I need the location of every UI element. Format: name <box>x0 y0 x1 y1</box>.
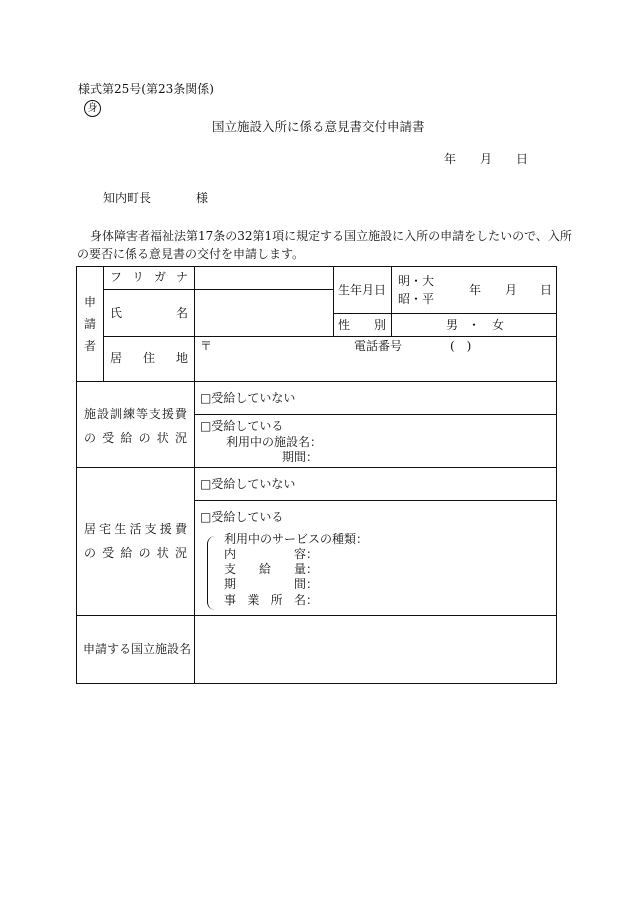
office-label: 事 業 所 名： <box>224 593 318 607</box>
date-day: 日 <box>516 152 529 166</box>
home-support-label-line2: の 受 給 の 状 況 <box>84 546 187 560</box>
sex-female-option[interactable]: 女 <box>492 318 505 332</box>
requested-facility-input[interactable] <box>198 619 552 679</box>
era-options-1[interactable]: 明・大 <box>398 274 435 288</box>
furigana-input[interactable] <box>198 270 330 286</box>
phone-parens: ( ) <box>450 339 472 353</box>
details-bracket <box>207 536 216 610</box>
facility-support-label-line2: の 受 給 の 状 況 <box>84 431 187 445</box>
applicant-section-label: 申 請 者 <box>84 295 97 353</box>
era-options-2[interactable]: 昭・平 <box>398 292 435 306</box>
sex-separator: ・ <box>468 318 481 332</box>
content-label: 内 容： <box>224 547 318 561</box>
sex-male-option[interactable]: 男 <box>446 318 459 332</box>
sex-label: 性 別 <box>338 318 386 332</box>
name-input[interactable] <box>198 293 330 333</box>
intro-line-2: の要否に係る意見書の交付を申請します。 <box>77 247 305 261</box>
facility-support-label-line1: 施 設 訓 練 等 支 援 費 <box>84 407 187 421</box>
form-number: 様式第25号(第23条関係) <box>78 82 214 96</box>
facility-name-label: 利用中の施設名： <box>226 435 323 449</box>
facility-period-label: 期間： <box>282 450 319 464</box>
address-label: 居 住 地 <box>110 351 188 365</box>
home-support-label-line1: 居 宅 生 活 支 援 費 <box>84 522 187 536</box>
amount-label: 支 給 量： <box>224 562 318 576</box>
home-receiving-checkbox[interactable]: □受給している <box>200 510 284 524</box>
birthdate-label: 生 年 月 日 <box>338 283 387 297</box>
phone-label: 電話番号 <box>354 339 403 353</box>
birth-month-label: 月 <box>505 283 518 297</box>
furigana-label: フ リ ガ ナ <box>110 270 188 284</box>
facility-receiving-checkbox[interactable]: □受給している <box>200 419 284 433</box>
intro-line-1: 身体障害者福祉法第17条の32第1項に規定する国立施設に入所の申請をしたいので、入所 <box>90 229 572 243</box>
period-label: 期 間： <box>224 577 318 591</box>
document-title: 国立施設入所に係る意見書交付申請書 <box>212 119 425 134</box>
service-type-label: 利用中のサービスの種類： <box>224 532 369 546</box>
name-label: 氏 名 <box>110 306 188 320</box>
addressee-office: 知内町長 <box>103 191 152 205</box>
requested-facility-label: 申請する国立施設名 <box>83 642 192 656</box>
birth-day-label: 日 <box>540 283 553 297</box>
seal-mark: 身 <box>84 100 101 117</box>
date-year: 年 <box>444 152 457 166</box>
postal-mark: 〒 <box>200 339 213 353</box>
address-input[interactable] <box>214 352 550 376</box>
home-not-receiving-checkbox[interactable]: □受給していない <box>200 477 296 491</box>
date-month: 月 <box>480 152 493 166</box>
addressee-honorific: 様 <box>196 191 209 205</box>
facility-not-receiving-checkbox[interactable]: □受給していない <box>200 391 296 405</box>
birth-year-label: 年 <box>469 283 482 297</box>
